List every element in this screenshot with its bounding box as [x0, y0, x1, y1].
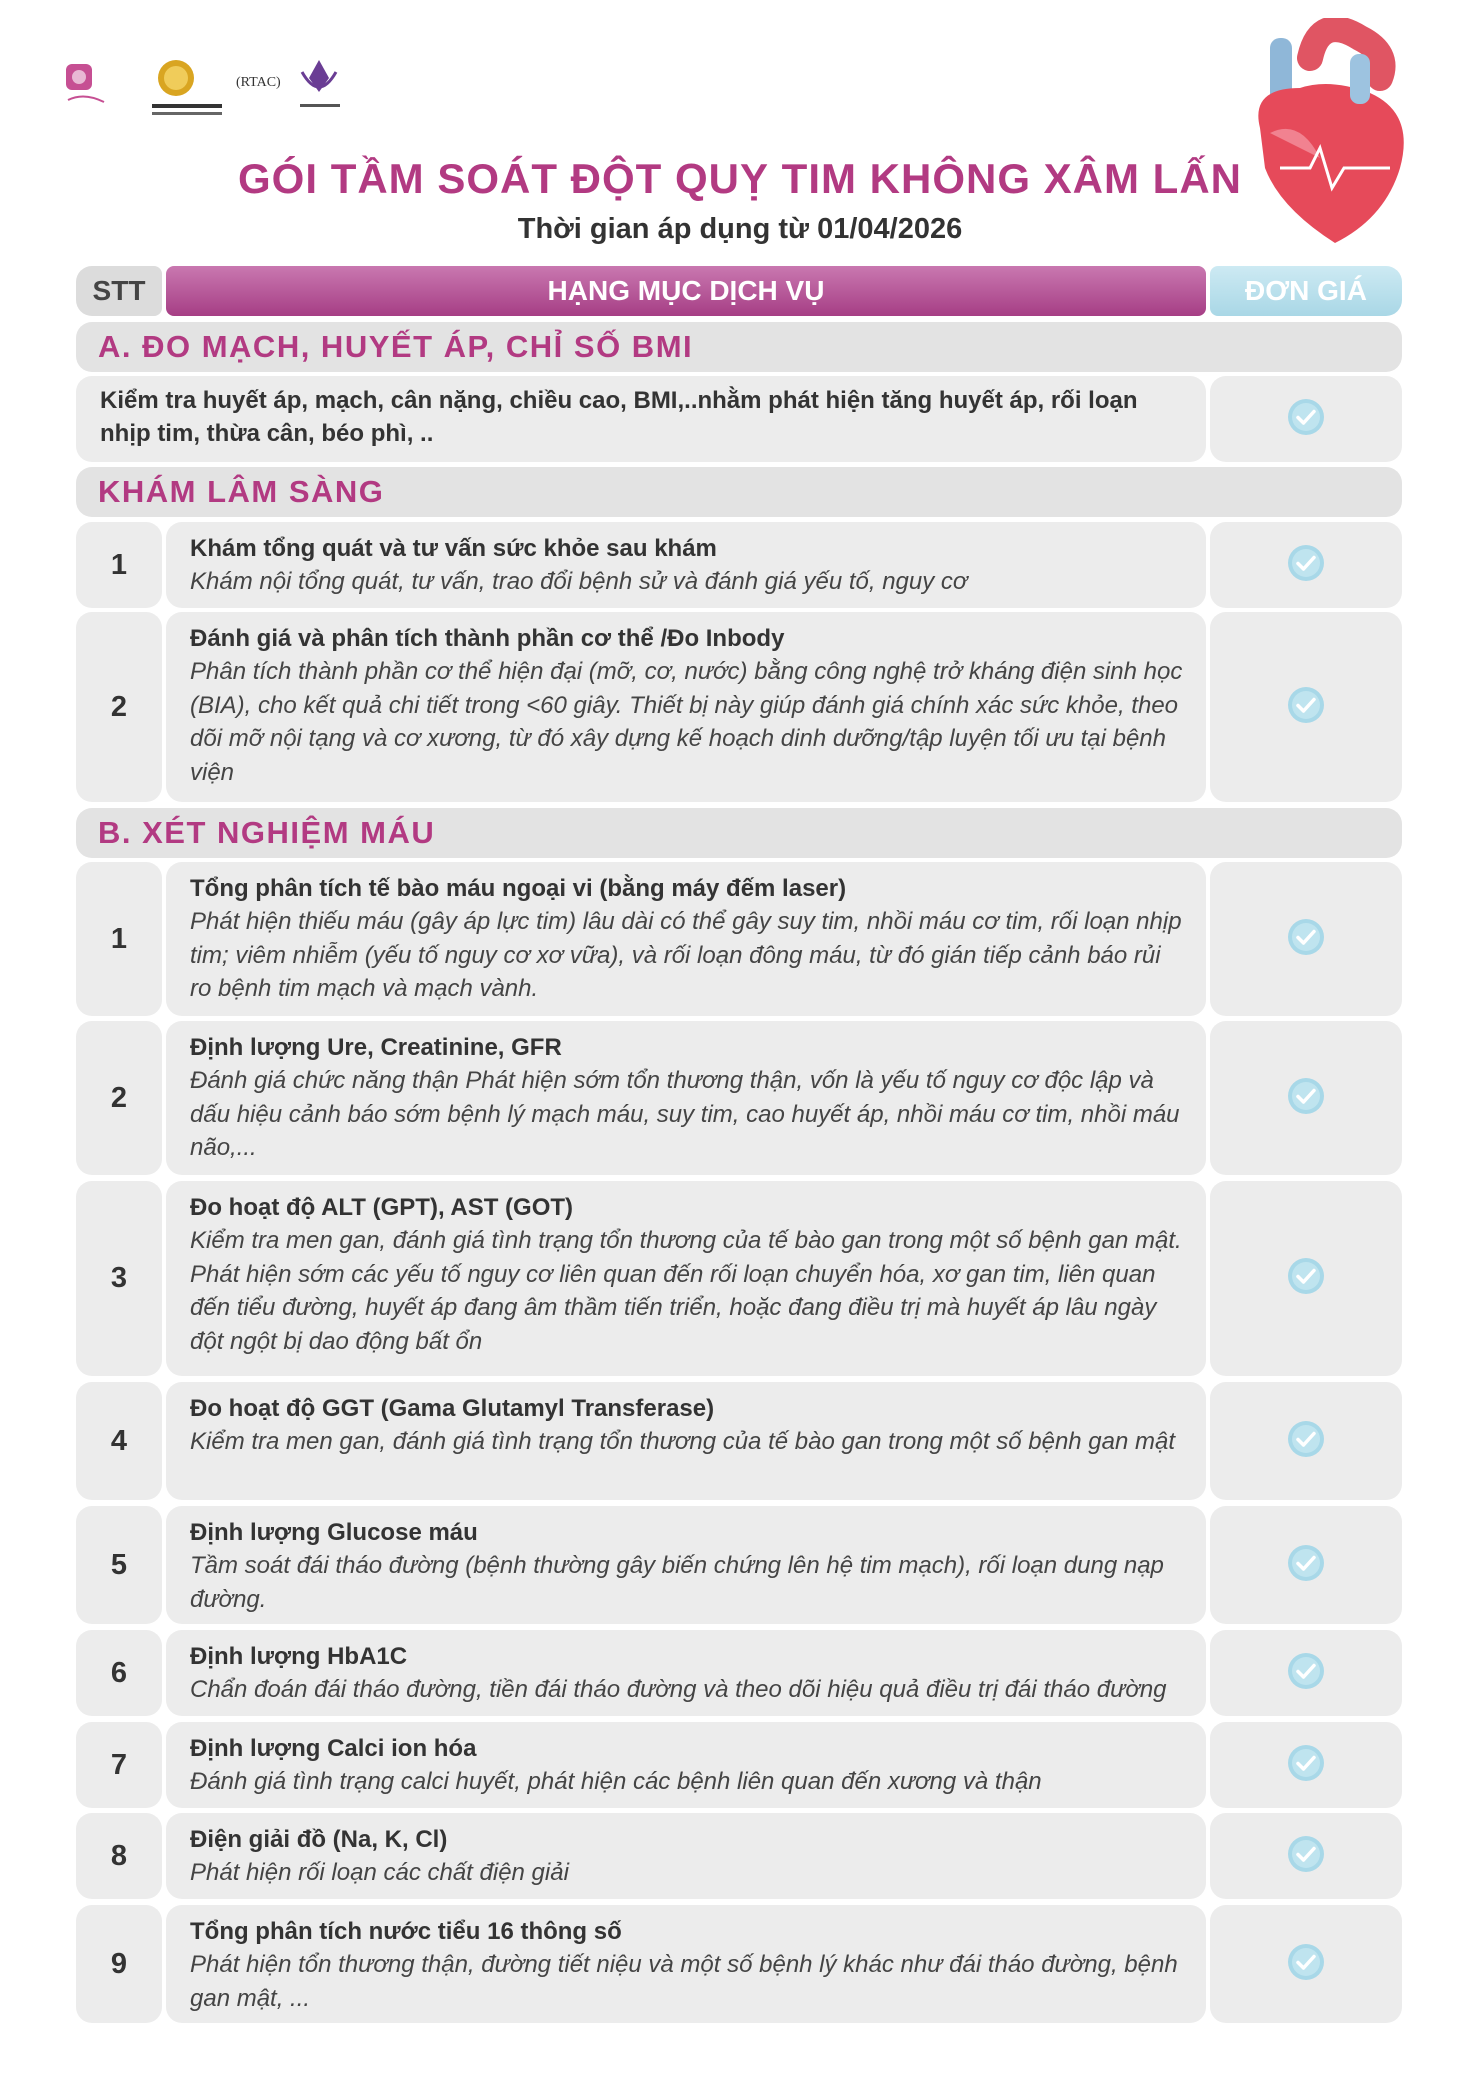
price-cell — [1210, 1181, 1402, 1376]
service-cell — [166, 612, 1206, 802]
service-description: Chẩn đoán đái tháo đường, tiền đái tháo đường và theo dõi hiệu quả điều trị đái tháo đường — [190, 1676, 1167, 1703]
row-stt: 8 — [76, 1813, 162, 1899]
service-title: Điện giải đồ (Na, K, Cl) — [190, 1826, 448, 1853]
check-circle-icon — [1287, 1420, 1325, 1463]
service-cell — [166, 1382, 1206, 1500]
svg-text:(RTAC): (RTAC) — [236, 75, 281, 90]
row-stt: 6 — [76, 1630, 162, 1716]
service-description: Phân tích thành phần cơ thể hiện đại (mỡ, cơ, nước) bằng công nghệ trở kháng điện sinh học (BIA), cho kết quả chi tiết trong <60 giây. Thiết bị này giúp đánh giá chính xác sức khỏe, theo dõi mỡ nội tạng và cơ xương, từ đó xây dựng kế hoạch dinh dưỡng/tập luyện tối ưu tại bệnh viện — [190, 658, 1183, 786]
service-cell — [166, 1021, 1206, 1175]
service-title: Khám tổng quát và tư vấn sức khỏe sau khám — [190, 535, 717, 562]
price-cell — [1210, 612, 1402, 802]
price-cell — [1210, 1630, 1402, 1716]
service-cell — [166, 862, 1206, 1016]
service-description: Phát hiện thiếu máu (gây áp lực tim) lâu dài có thể gây suy tim, nhồi máu cơ tim, rối loạn nhịp tim; viêm nhiễm (yếu tố nguy cơ xơ vữa), và rối loạn đông máu, từ đó gián tiếp cảnh báo rủi ro bệnh tim mạch và mạch vành. — [190, 908, 1182, 1002]
check-circle-icon — [1287, 1544, 1325, 1587]
intro-row-text: Kiểm tra huyết áp, mạch, cân nặng, chiều cao, BMI,..nhằm phát hiện tăng huyết áp, rối loạn nhịp tim, thừa cân, béo phì, .. — [76, 376, 1206, 462]
check-circle-icon — [1287, 1943, 1325, 1986]
row-stt: 1 — [76, 522, 162, 608]
service-description: Tầm soát đái tháo đường (bệnh thường gây biến chứng lên hệ tim mạch), rối loạn dung nạp đường. — [190, 1552, 1164, 1613]
check-circle-icon — [1287, 1077, 1325, 1120]
row-stt: 9 — [76, 1905, 162, 2023]
service-description: Phát hiện rối loạn các chất điện giải — [190, 1859, 569, 1886]
row-stt: 5 — [76, 1506, 162, 1624]
price-cell — [1210, 1506, 1402, 1624]
section-header-clinical: KHÁM LÂM SÀNG — [76, 467, 1402, 517]
row-stt: 4 — [76, 1382, 162, 1500]
column-header-service: HẠNG MỤC DỊCH VỤ — [166, 266, 1206, 316]
service-title: Tổng phân tích tế bào máu ngoại vi (bằng máy đếm laser) — [190, 875, 847, 902]
check-circle-icon — [1287, 398, 1325, 441]
service-cell — [166, 1905, 1206, 2023]
section-header-b: B. XÉT NGHIỆM MÁU — [76, 808, 1402, 858]
intro-row-price — [1210, 376, 1402, 462]
service-cell — [166, 522, 1206, 608]
check-circle-icon — [1287, 1744, 1325, 1787]
service-title: Định lượng Ure, Creatinine, GFR — [190, 1034, 562, 1061]
service-title: Định lượng HbA1C — [190, 1643, 408, 1670]
service-description: Đánh giá chức năng thận Phát hiện sớm tổn thương thận, vốn là yếu tố nguy cơ độc lập và dấu hiệu cảnh báo sớm bệnh lý mạch máu, suy tim, cao huyết áp, nhồi máu cơ tim, nhồi máu não,... — [190, 1067, 1180, 1161]
column-header-stt: STT — [76, 266, 162, 316]
service-title: Đo hoạt độ ALT (GPT), AST (GOT) — [190, 1194, 574, 1221]
service-title: Định lượng Calci ion hóa — [190, 1735, 477, 1762]
service-cell — [166, 1813, 1206, 1899]
page-subtitle: Thời gian áp dụng từ 01/04/2026 — [517, 213, 963, 245]
check-circle-icon — [1287, 1257, 1325, 1300]
service-cell — [166, 1630, 1206, 1716]
row-stt: 1 — [76, 862, 162, 1016]
check-circle-icon — [1287, 918, 1325, 961]
column-header-price: ĐƠN GIÁ — [1210, 266, 1402, 316]
price-cell — [1210, 1722, 1402, 1808]
row-stt: 2 — [76, 1021, 162, 1175]
check-circle-icon — [1287, 686, 1325, 729]
service-title: Định lượng Glucose máu — [190, 1519, 478, 1546]
service-description: Kiểm tra men gan, đánh giá tình trạng tổn thương của tế bào gan trong một số bệnh gan mật. Phát hiện sớm các yếu tố nguy cơ liên quan đến rối loạn chuyển hóa, xơ gan tim, liên quan đến tiểu đường, huyết áp đang âm thầm tiến triển, hoặc đang điều trị mà huyết áp lâu ngày đột ngột bị dao động bất ổn — [190, 1227, 1182, 1355]
page-title: GÓI TẦM SOÁT ĐỘT QUỴ TIM KHÔNG XÂM LẤN — [238, 155, 1242, 202]
service-description: Khám nội tổng quát, tư vấn, trao đổi bệnh sử và đánh giá yếu tố, nguy cơ — [190, 568, 968, 595]
row-stt: 2 — [76, 612, 162, 802]
hospital-accreditation-logos — [64, 52, 384, 124]
price-cell — [1210, 1905, 1402, 2023]
price-cell — [1210, 522, 1402, 608]
service-cell — [166, 1722, 1206, 1808]
row-stt: 3 — [76, 1181, 162, 1376]
service-description: Phát hiện tổn thương thận, đường tiết niệu và một số bệnh lý khác như đái tháo đường, bệnh gan mật, ... — [190, 1951, 1178, 2012]
price-cell — [1210, 1813, 1402, 1899]
check-circle-icon — [1287, 1835, 1325, 1878]
service-cell — [166, 1181, 1206, 1376]
price-cell — [1210, 862, 1402, 1016]
row-stt: 7 — [76, 1722, 162, 1808]
service-title: Đo hoạt độ GGT (Gama Glutamyl Transferase) — [190, 1395, 715, 1422]
service-cell — [166, 1506, 1206, 1624]
service-title: Tổng phân tích nước tiểu 16 thông số — [190, 1918, 622, 1945]
section-header-a: A. ĐO MẠCH, HUYẾT ÁP, CHỈ SỐ BMI — [76, 322, 1402, 372]
service-title: Đánh giá và phân tích thành phần cơ thể /Đo Inbody — [190, 625, 785, 652]
price-cell — [1210, 1021, 1402, 1175]
check-circle-icon — [1287, 544, 1325, 587]
price-cell — [1210, 1382, 1402, 1500]
service-description: Kiểm tra men gan, đánh giá tình trạng tổn thương của tế bào gan trong một số bệnh gan mật — [190, 1428, 1176, 1455]
service-description: Đánh giá tình trạng calci huyết, phát hiện các bệnh liên quan đến xương và thận — [190, 1768, 1042, 1795]
check-circle-icon — [1287, 1652, 1325, 1695]
